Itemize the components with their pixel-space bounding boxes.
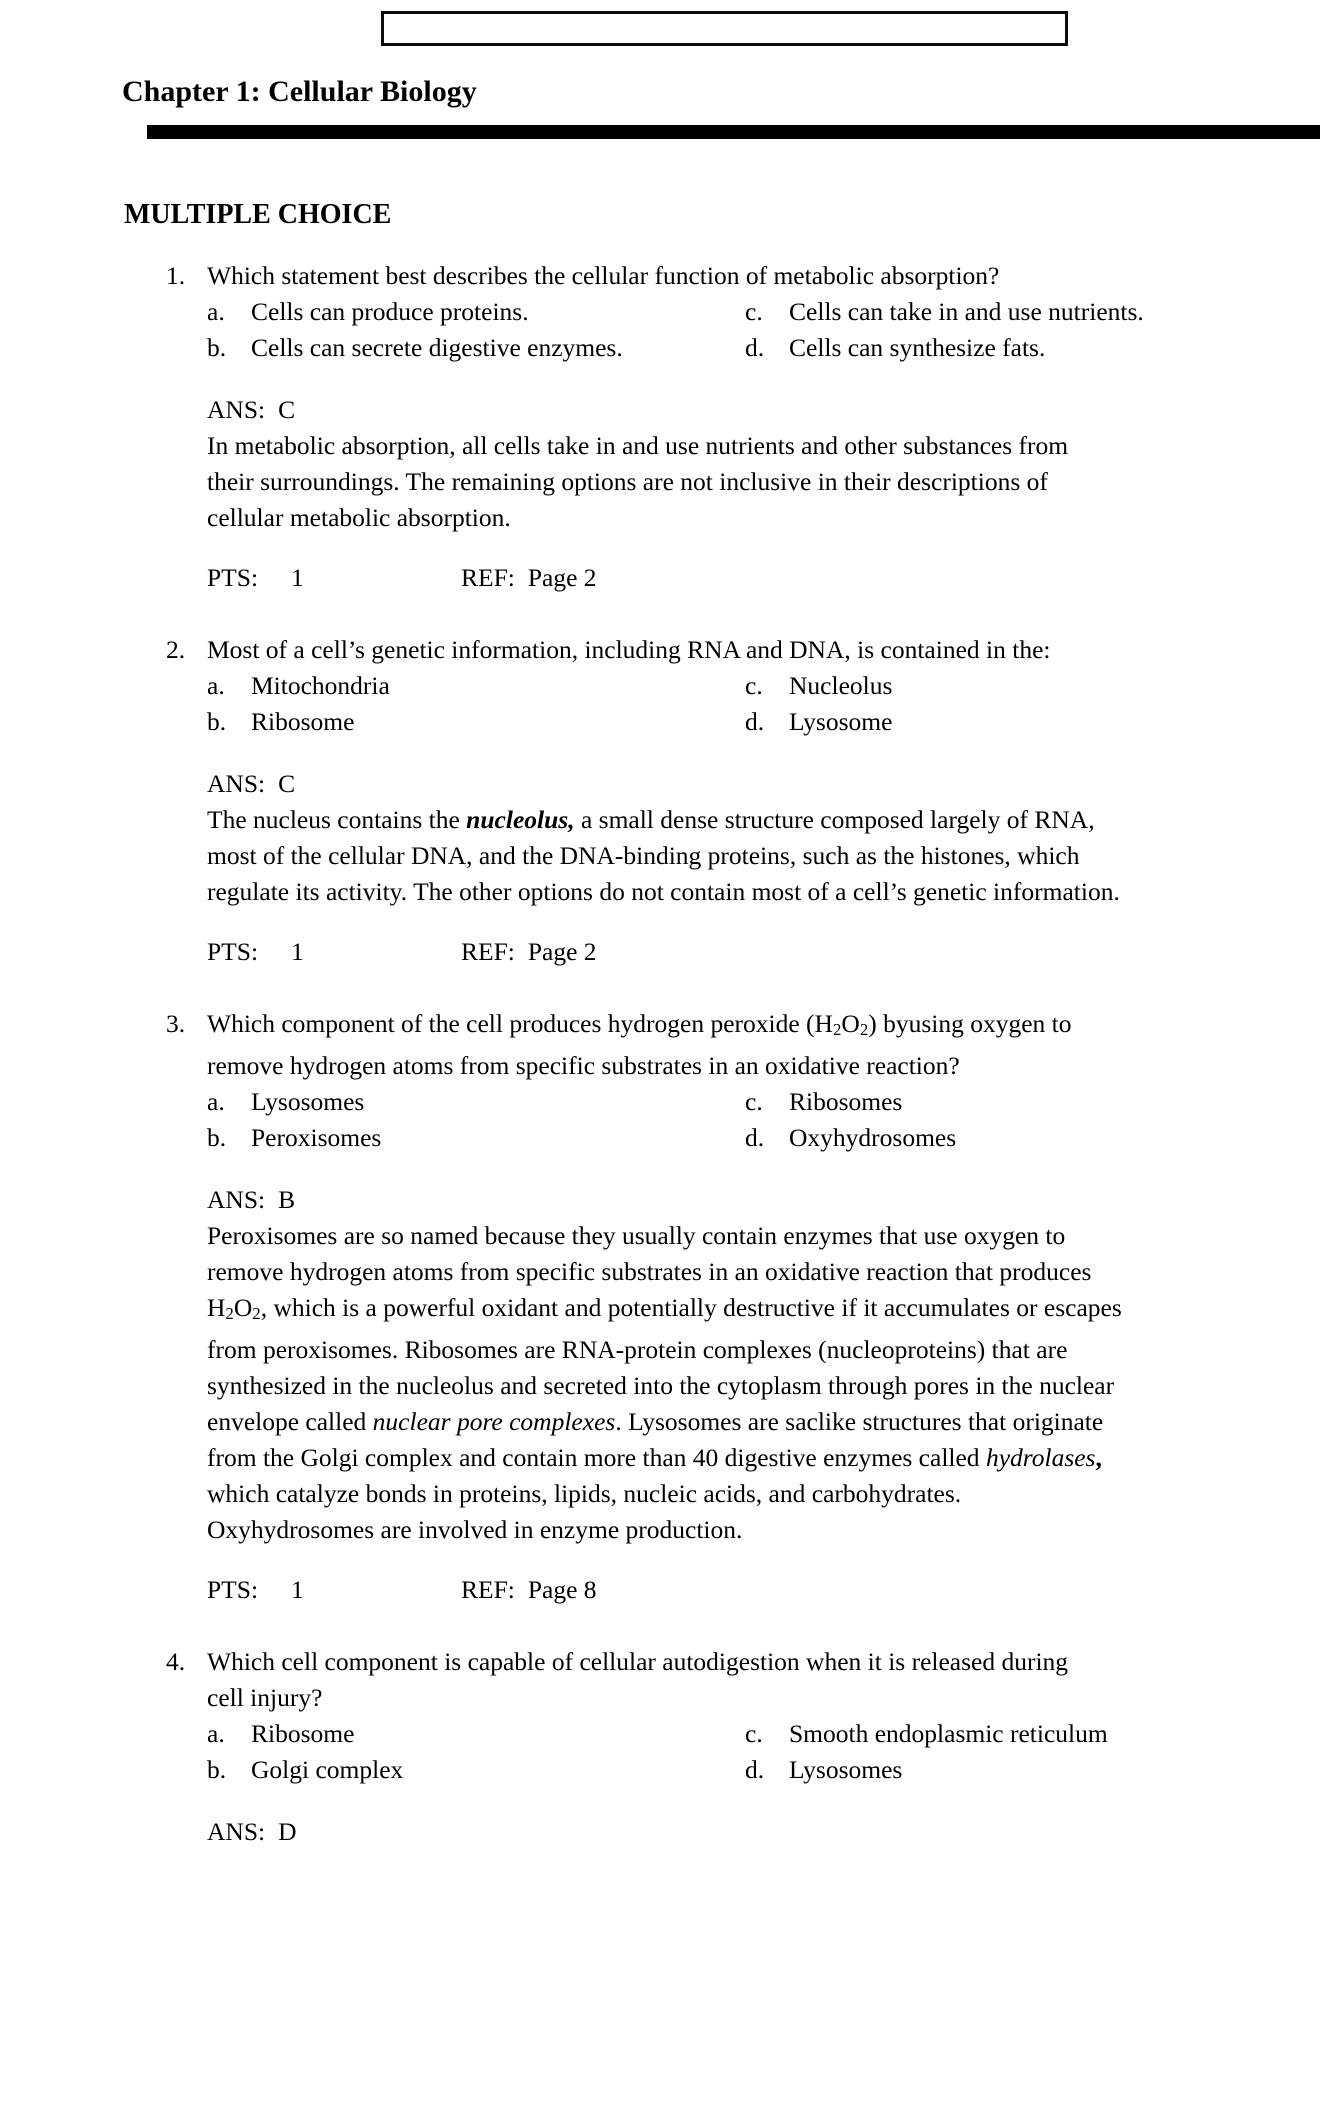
answer-row [207, 1182, 1320, 1218]
question-text: Which component of the cell produces hydrogen peroxide (H2O2) byusing oxygen to remove hydrogen atoms from specific substrates in an oxidative reaction? [207, 1009, 1072, 1081]
question-number: 1. [166, 261, 186, 290]
answer-option [207, 704, 745, 740]
options-grid [207, 1084, 1320, 1156]
answer-option [207, 1084, 745, 1120]
option-letter: d. [745, 707, 765, 736]
option-letter: a. [207, 297, 225, 326]
option-letter: c. [745, 297, 763, 326]
option-text: Cells can secrete digestive enzymes. [251, 333, 623, 362]
answer-option [207, 1120, 745, 1156]
pts-label: PTS: [207, 1575, 259, 1605]
question-row [166, 1644, 1320, 1716]
answer-row [207, 766, 1320, 802]
options-grid [207, 1716, 1320, 1788]
question-number: 2. [166, 635, 186, 664]
question-text: Which cell component is capable of cellular autodigestion when it is released during cell injury? [207, 1647, 1069, 1713]
answer-label: ANS: [207, 1817, 266, 1847]
option-text: Lysosome [789, 707, 893, 736]
answer-option [207, 668, 745, 704]
option-text: Oxyhydrosomes [789, 1123, 957, 1153]
option-letter: b. [207, 1123, 227, 1153]
ref-value: Page 8 [527, 1575, 597, 1605]
answer-label: ANS: [207, 395, 266, 424]
option-letter: a. [207, 1719, 225, 1749]
option-text: Golgi complex [251, 1755, 404, 1785]
option-letter: c. [745, 1087, 763, 1117]
title-divider-rule [147, 125, 1320, 139]
answer-option [745, 668, 892, 704]
ref-label: REF: [461, 937, 515, 966]
answer-option [207, 1752, 745, 1788]
option-text: Nucleolus [789, 671, 893, 700]
pts-label: PTS: [207, 563, 259, 592]
answer-option [745, 1716, 1108, 1752]
answer-label: ANS: [207, 769, 266, 798]
question-text: Which statement best describes the cellular function of metabolic absorption? [207, 261, 1000, 290]
question-row [166, 258, 1320, 294]
chapter-title: Chapter 1: Cellular Biology [122, 75, 477, 108]
option-letter: d. [745, 1123, 765, 1153]
option-text: Smooth endoplasmic reticulum [789, 1719, 1108, 1749]
answer-row [207, 392, 1320, 428]
question-text: Most of a cell’s genetic information, including RNA and DNA, is contained in the: [207, 635, 1051, 664]
option-letter: b. [207, 707, 227, 736]
answer-option [207, 294, 745, 330]
question-number: 4. [166, 1647, 186, 1677]
ref-value: Page 2 [527, 563, 597, 592]
answer-value: D [278, 1817, 297, 1847]
rationale-text: In metabolic absorption, all cells take in and use nutrients and other substances from their surroundings. The remaining options are not inclusive in their descriptions of cellular metabolic absorption. [207, 431, 1069, 532]
option-text: Peroxisomes [251, 1123, 382, 1153]
option-letter: a. [207, 1087, 225, 1117]
pts-value: 1 [291, 1575, 304, 1605]
option-letter: c. [745, 671, 763, 700]
answer-option [207, 330, 745, 366]
option-letter: d. [745, 333, 765, 362]
question-row [166, 632, 1320, 668]
option-letter: c. [745, 1719, 763, 1749]
option-text: Mitochondria [251, 671, 390, 700]
points-row [207, 560, 1320, 596]
answer-value: B [278, 1185, 296, 1215]
option-letter: d. [745, 1755, 765, 1785]
option-text: Cells can take in and use nutrients. [789, 297, 1144, 326]
option-letter: b. [207, 333, 227, 362]
option-text: Lysosomes [251, 1087, 365, 1117]
answer-option [745, 330, 1144, 366]
option-text: Cells can produce proteins. [251, 297, 529, 326]
question-number: 3. [166, 1009, 186, 1038]
answer-value: C [278, 395, 296, 424]
points-row [207, 934, 1320, 970]
question-row [166, 1006, 1320, 1084]
option-text: Lysosomes [789, 1755, 903, 1785]
answer-option [745, 1120, 956, 1156]
top-empty-box [381, 11, 1068, 46]
question-block [0, 1644, 1320, 1850]
answer-option [745, 1752, 1108, 1788]
ref-label: REF: [461, 563, 515, 592]
ref-value: Page 2 [527, 937, 597, 966]
option-letter: b. [207, 1755, 227, 1785]
section-heading: MULTIPLE CHOICE [124, 199, 392, 230]
rationale-text: Peroxisomes are so named because they usually contain enzymes that use oxygen to remove hydrogen atoms from specific substrates in an oxidative reaction that produces H2O2, which is a powerful oxidant and potentially destructive if it accumulates or escapes from peroxisomes. Ribosomes are RNA-protein complexes (nucleoproteins) that are synthesized in the nucleolus and secreted into the cytoplasm through pores in the nuclear envelope called nuclear pore complexes. Lysosomes are saclike structures that originate from the Golgi complex and contain more than 40 digestive enzymes called hydrolases, which catalyze bonds in proteins, lipids, nucleic acids, and carbohydrates. Oxyhydrosomes are involved in enzyme production. [207, 1221, 1122, 1545]
pts-label: PTS: [207, 937, 259, 966]
answer-option [745, 704, 892, 740]
question-block [0, 632, 1320, 970]
pts-value: 1 [291, 563, 304, 592]
option-text: Ribosome [251, 1719, 355, 1749]
answer-value: C [278, 769, 296, 798]
answer-label: ANS: [207, 1185, 266, 1215]
question-list [0, 258, 1320, 1850]
option-text: Ribosomes [789, 1087, 903, 1117]
option-text: Ribosome [251, 707, 355, 736]
ref-label: REF: [461, 1575, 515, 1605]
rationale-text: The nucleus contains the nucleolus, a small dense structure composed largely of RNA, most of the cellular DNA, and the DNA-binding proteins, such as the histones, which regulate its activity. The other options do not contain most of a cell’s genetic information. [207, 805, 1120, 906]
answer-option [207, 1716, 745, 1752]
question-block [0, 1006, 1320, 1608]
answer-option [745, 1084, 956, 1120]
option-text: Cells can synthesize fats. [789, 333, 1046, 362]
answer-row [207, 1814, 1320, 1850]
answer-option [745, 294, 1144, 330]
question-block [0, 258, 1320, 596]
options-grid [207, 294, 1320, 366]
points-row [207, 1572, 1320, 1608]
options-grid [207, 668, 1320, 740]
pts-value: 1 [291, 937, 304, 966]
option-letter: a. [207, 671, 225, 700]
